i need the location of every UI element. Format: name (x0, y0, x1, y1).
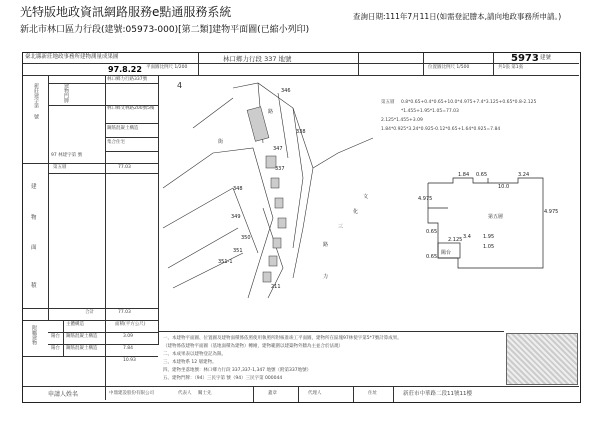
query-date: 查詢日期:111年7月11日(如需登記謄本,請向地政事務所申請。) (353, 12, 562, 21)
stamp-tag: 4 (177, 81, 183, 90)
map-label: 350 (241, 235, 251, 241)
company-address: 新莊市中華路二段11號11樓 (403, 391, 472, 397)
floor-name: 第五層 (53, 165, 67, 170)
annex-header-area: 面積(平方公尺) (115, 322, 146, 327)
annex-name: 陽台 (51, 334, 60, 339)
plan-room-label: 第五層 (488, 214, 504, 220)
form-label-left: 建物門牌 (63, 83, 69, 103)
annex-name: 陽台 (51, 346, 60, 351)
street-value: 林口鄉文林路200號5樓 (107, 106, 155, 111)
plan-dim: 4.975 (544, 209, 559, 215)
map-label: 348 (233, 186, 243, 192)
plan-dim: 0.65 (426, 254, 438, 260)
vertical-label: 物 (31, 215, 37, 221)
annex-material: 鋼筋混凝土構造 (66, 334, 98, 339)
address-label: 住址 (368, 391, 377, 396)
annex-area: 7.84 (123, 346, 134, 351)
calc-label: 第五層 (381, 100, 395, 105)
note-line: 二、本成果表以建物登記為限。 (163, 352, 226, 357)
note-line: （建物係依建物平面圖（基地面積為建物）轉繪，建物範圍以建築物外牆為主並合於法規） (163, 344, 343, 349)
representative-name: 關士先 (198, 391, 212, 396)
plan-dim: 3.24 (518, 172, 530, 178)
page-title: 光特版地政資訊網路服務e點通服務系統 (20, 5, 232, 19)
total-label: 合計 (85, 310, 94, 315)
map-label: 化 (353, 209, 359, 215)
plan-balcony-label: 陽台 (441, 250, 452, 256)
annex-material: 鋼筋混凝土構造 (66, 346, 98, 351)
map-label: 351 (233, 248, 243, 254)
office-title: 臺北縣新莊地政事務所建物測量成果圖 (25, 54, 119, 60)
vertical-label: 面 (31, 245, 37, 251)
map-label: 346 (281, 88, 291, 94)
map-label: 三 (338, 224, 344, 230)
usage-value: 集合住宅 (107, 140, 125, 145)
location-map (163, 78, 403, 298)
annex-area: 3.09 (123, 334, 134, 339)
calc-line: 1.84*0.925*3.24*0.925-0.12*0.65+1.64*0.925=7.84 (381, 127, 501, 132)
plan-dim: 2.125 (448, 237, 463, 243)
plan-dim: 0.65 (426, 229, 438, 235)
map-label: 路 (323, 242, 329, 248)
vertical-label: 積 (31, 283, 37, 289)
seal-label: 蓋章 (268, 391, 277, 396)
sheet-page: 共1張 第1張 (498, 65, 524, 70)
note-line: 三、本建物系 12 層建物。 (163, 360, 217, 365)
office-seal (506, 333, 578, 385)
plan-scale: 平面圖比例尺 1/200 (146, 65, 188, 70)
annex-header-use: 主體構造 (66, 322, 84, 327)
total-area: 77.03 (118, 310, 131, 315)
representative-label: 代表人 (178, 391, 192, 396)
map-label: 338 (296, 129, 306, 135)
map-label: 337 (275, 166, 285, 172)
annex-total: 10.93 (123, 358, 136, 363)
map-label: 351-1 (218, 259, 233, 265)
map-label: 文 (363, 194, 369, 200)
application-number: 新莊建字第 號 (33, 83, 39, 119)
plan-dim: 0.65 (476, 172, 488, 178)
plan-dim: 1.05 (483, 244, 495, 250)
plan-dim: 3.4 (463, 234, 471, 240)
section-title: 林口鄉力行段 337 地號 (223, 55, 292, 63)
map-label: 路 (268, 109, 274, 115)
survey-sheet (22, 52, 581, 403)
map-label: 349 (231, 214, 241, 220)
calc-line: *1.455+1.95*1.05=77.03 (401, 109, 459, 114)
plan-dim: 10.0 (498, 184, 510, 190)
agent-label: 代理人 (308, 391, 322, 396)
vertical-label: 建 (31, 184, 37, 190)
calc-line: 2.125*1.455+3.09 (381, 118, 423, 123)
plan-dim: 1.84 (458, 172, 470, 178)
floors-value: 97 林建字第 號 (51, 153, 83, 158)
map-label: 211 (271, 284, 281, 290)
plan-dim: 1.95 (483, 234, 495, 240)
note-line: 五、建物門牌：（94）三民字第 號（94）三民字第 000044 (163, 376, 283, 381)
stamp-date: 97.8.22 (108, 65, 142, 74)
annex-label: 附屬建物 (31, 325, 37, 345)
building-number: 5973 (511, 53, 539, 64)
building-number-suffix: 建號 (540, 55, 552, 61)
applicant-label: 申請人姓名 (48, 391, 79, 398)
note-line: 四、建物坐落地號：林口鄉力行段 337,337-1,347 地號（附第337地號） (163, 368, 312, 373)
note-line: 一、本建物平面圖、位置圖及建物面積係依照使用執照所附核准竣工平面圖，建物所在區塊97林使字第5*7號計算成果。 (163, 336, 402, 341)
map-label: 街 (218, 139, 224, 145)
address-value: 林口鄉力行路337號 (107, 77, 148, 82)
map-label: 347 (273, 146, 283, 152)
document-subtitle: 新北市林口區力行段(建號:05973-000)[第二類]建物平面圖(已縮小列印) (20, 25, 310, 35)
plan-dim: 4.975 (418, 196, 433, 202)
location-scale: 位置圖比例尺 1/500 (428, 65, 470, 70)
floor-area: 77.03 (118, 165, 131, 170)
floor-plan (418, 168, 559, 278)
material-value: 鋼筋混凝土構造 (107, 126, 139, 131)
applicant-name: 中鼎建設股份有限公司 (109, 391, 154, 396)
map-label: 力 (323, 274, 329, 280)
calc-line: 0.8*0.65+0.4*0.65+10.0*4.975+7.4*3.125+0.65*0.8-2.125 (401, 100, 537, 105)
